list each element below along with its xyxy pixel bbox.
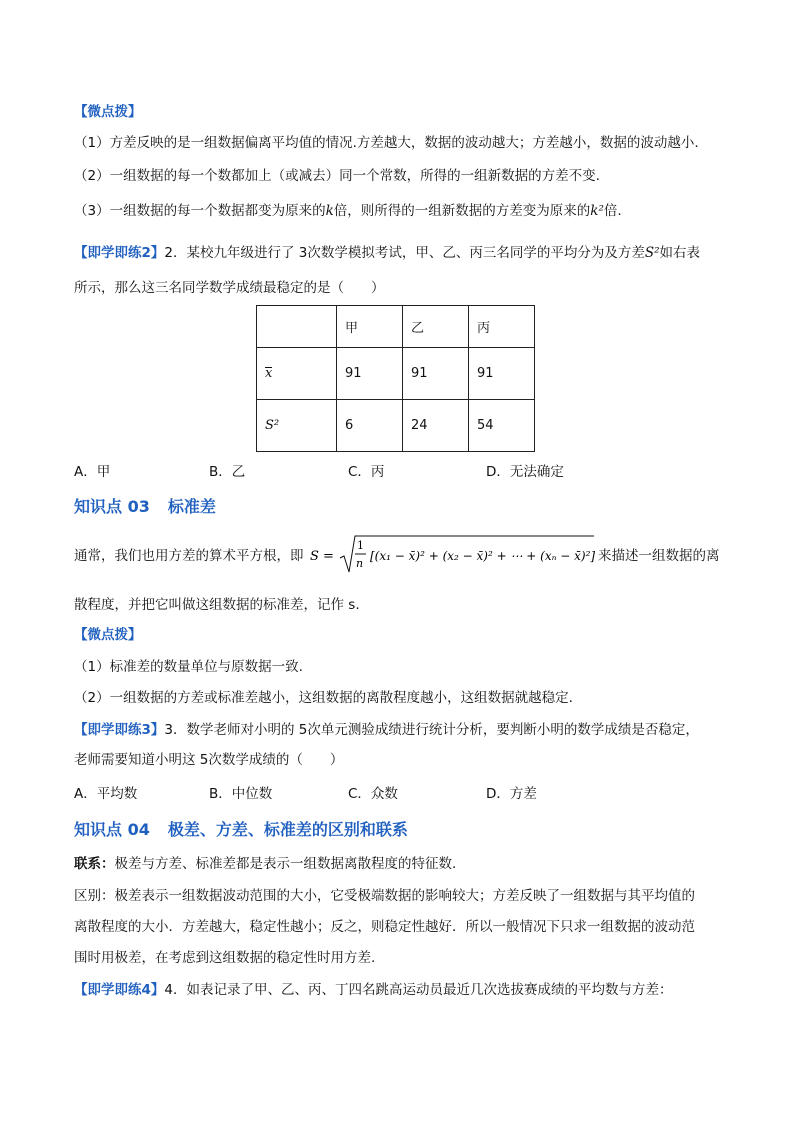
table-row [257, 348, 535, 400]
tip-item-3: （3）一组数据的每一个数据都变为原来的k倍，则所得的一组新数据的方差变为原来的k²倍. [74, 203, 622, 219]
table-cell: 91 [469, 348, 535, 400]
table-cell: 甲 [337, 306, 403, 348]
exercise-2-line-1: 【即学即练2】2．某校九年级进行了 3次数学模拟考试，甲、乙、丙三名同学的平均分为及方差S²如右表 [74, 245, 701, 261]
table-cell: S² [257, 400, 337, 452]
option-c: C．丙 [348, 464, 385, 480]
tip-item-1: （1）方差反映的是一组数据偏离平均值的情况.方差越大，数据的波动越大；方差越小，数据的波动越小. [74, 135, 699, 151]
difference-line-3: 围时用极差，在考虑到这组数据的稳定性时用方差. [74, 950, 376, 966]
exercise-3-line-1: 【即学即练3】3．数学老师对小明的 5次单元测验成绩进行统计分析，要判断小明的数学成绩是否稳定， [74, 722, 699, 738]
option-b: B．乙 [209, 464, 246, 480]
table-cell: 乙 [403, 306, 469, 348]
table-row [257, 306, 535, 348]
option-d: D．方差 [486, 786, 537, 802]
formula-body: [(x₁ − x̄)² + (x₂ − x̄)² + ⋯ + (xₙ − x̄)²] [370, 549, 596, 563]
option-d: D．无法确定 [486, 464, 564, 480]
table-cell: 24 [403, 400, 469, 452]
section-3-line-1-end: 来描述一组数据的离 [598, 548, 720, 564]
table-cell: 6 [337, 400, 403, 452]
table-cell [257, 306, 337, 348]
difference-line-1: 区别：极差表示一组数据波动范围的大小，它受极端数据的影响较大；方差反映了一组数据与其平均值的 [74, 888, 695, 904]
difference-line-2: 离散程度的大小．方差越大，稳定性越小；反之，则稳定性越好．所以一般情况下只求一组数据的波动范 [74, 919, 695, 935]
exercise-3-line-2: 老师需要知道小明这 5次数学成绩的（ ） [74, 752, 344, 768]
table-cell: 91 [337, 348, 403, 400]
section-3-line-1: 通常，我们也用方差的算术平方根，即 [74, 548, 304, 564]
table-cell: 91 [403, 348, 469, 400]
tip-label: 【微点拨】 [74, 627, 142, 643]
option-c: C．众数 [348, 786, 398, 802]
formula-s: S = [310, 549, 334, 564]
mean-symbol: x [265, 366, 273, 381]
tip-item-2: （2）一组数据的每一个数都加上（或减去）同一个常数，所得的一组新数据的方差不变. [74, 168, 600, 184]
tip-label: 【微点拨】 [74, 104, 142, 120]
std-formula [310, 532, 596, 578]
tip-item-2: （2）一组数据的方差或标准差越小，这组数据的离散程度越小，这组数据就越稳定. [74, 690, 573, 706]
section-heading-04: 知识点 04 极差、方差、标准差的区别和联系 [74, 820, 408, 839]
table-row [257, 400, 535, 452]
section-3-line-2: 散程度，并把它叫做这组数据的标准差，记作 s. [74, 597, 360, 613]
formula-frac-bot: n [356, 557, 364, 570]
table-cell: 丙 [469, 306, 535, 348]
option-a: A．平均数 [74, 786, 138, 802]
exercise-2-line-2: 所示，那么这三名同学数学成绩最稳定的是（ ） [74, 280, 385, 296]
table-cell: 54 [469, 400, 535, 452]
relation-line: 联系：极差与方差、标准差都是表示一组数据离散程度的特征数. [74, 856, 457, 872]
formula-frac-top: 1 [357, 539, 364, 552]
exercise-4-line-1: 【即学即练4】4．如表记录了甲、乙、丙、丁四名跳高运动员最近几次选拔赛成绩的平均数与方差： [74, 982, 673, 998]
section-heading-03: 知识点 03 标准差 [74, 497, 216, 516]
option-b: B．中位数 [209, 786, 273, 802]
tip-item-1: （1）标准差的数量单位与原数据一致. [74, 659, 303, 675]
score-table [256, 305, 535, 452]
table-cell [257, 348, 337, 400]
option-a: A．甲 [74, 464, 111, 480]
